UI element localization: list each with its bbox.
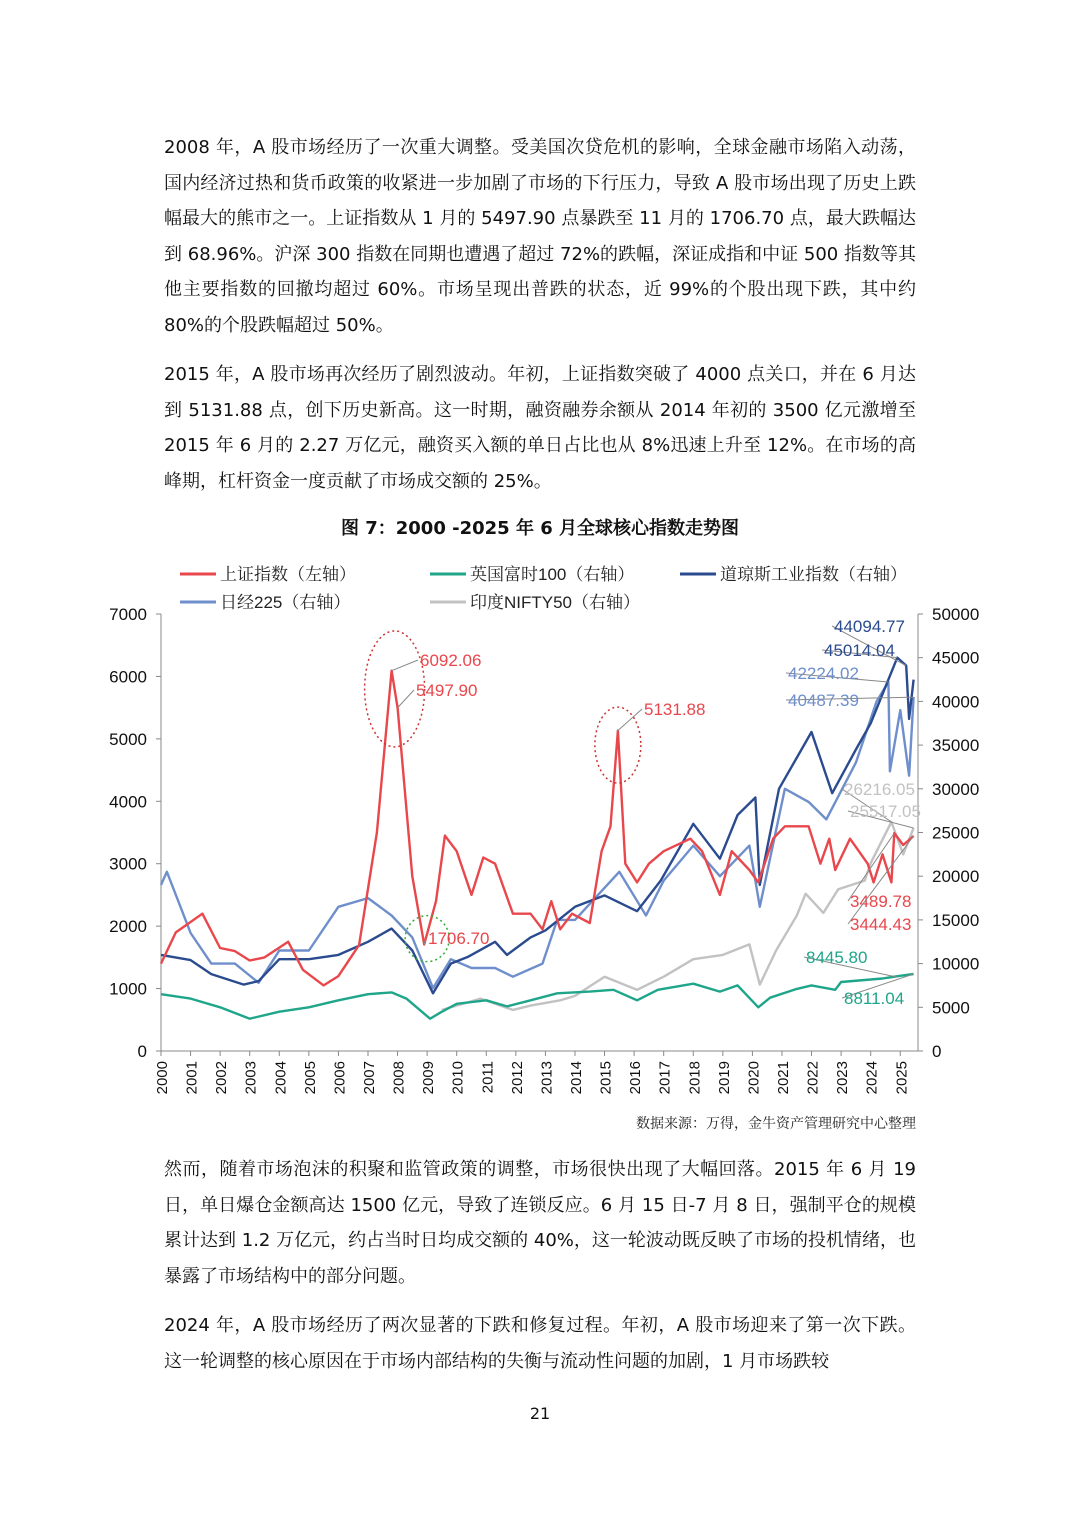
right-tick-label: 5000 — [932, 998, 970, 1018]
left-tick-label: 5000 — [109, 729, 147, 749]
annotation-label: 5497.90 — [416, 681, 478, 700]
index-trend-chart — [0, 548, 1080, 1148]
left-tick-label: 0 — [137, 1042, 147, 1061]
left-tick-label: 2000 — [109, 917, 147, 937]
right-tick-label: 50000 — [932, 605, 980, 624]
legend-label: 日经225（右轴） — [220, 593, 351, 612]
annotation-label: 3489.78 — [850, 892, 912, 911]
x-tick-label: 2024 — [863, 1061, 881, 1095]
right-tick-label: 40000 — [932, 692, 980, 712]
x-tick-label: 2007 — [360, 1061, 378, 1095]
x-tick-label: 2019 — [715, 1061, 733, 1095]
x-tick-label: 2006 — [331, 1061, 349, 1095]
x-tick-label: 2004 — [272, 1061, 290, 1095]
x-tick-label: 2015 — [597, 1061, 615, 1095]
annotation-label: 25517.05 — [850, 802, 921, 821]
x-tick-label: 2001 — [183, 1061, 201, 1095]
left-tick-label: 1000 — [109, 979, 147, 999]
chart-annotations — [365, 617, 921, 1008]
x-tick-label: 2002 — [213, 1061, 231, 1095]
x-tick-label: 2003 — [242, 1061, 260, 1095]
annotation-label: 1706.70 — [428, 929, 490, 948]
x-tick-label: 2011 — [479, 1061, 497, 1094]
x-tick-label: 2017 — [656, 1061, 674, 1095]
chart-series — [161, 658, 914, 1019]
x-tick-label: 2005 — [301, 1061, 319, 1095]
x-tick-label: 2018 — [686, 1061, 704, 1095]
x-tick-label: 2008 — [390, 1061, 408, 1095]
x-tick-label: 2016 — [627, 1061, 645, 1095]
right-tick-label: 20000 — [932, 867, 980, 887]
paragraph-2008: 2008 年，A 股市场经历了一次重大调整。受美国次贷危机的影响，全球金融市场陷入动荡，国内经济过热和货币政策的收紧进一步加剧了市场的下行压力，导致 A 股市场出现了历史上跌幅最大的熊市之一。上证指数从 1 月的 5497.90 点暴跌至 11 月的 1706.70 点，最大跌幅达到 68.96%。沪深 300 指数在同期也遭遇了超过 72%的跌幅，深证成指和中证 500 指数等其他主要指数的回撤均超过 60%。市场呈现出普跌的状态，近 99%的个股出现下跌，其中约 80%的个股跌幅超过 50%。 — [164, 137, 916, 336]
right-tick-label: 45000 — [932, 648, 980, 668]
chart-legend — [180, 564, 907, 612]
right-tick-label: 35000 — [932, 736, 980, 756]
paragraph-2024: 2024 年，A 股市场经历了两次显著的下跌和修复过程。年初，A 股市场迎来了第一次下跌。这一轮调整的核心原因在于市场内部结构的失衡与流动性问题的加剧，1 月市场跌较 — [164, 1315, 916, 1372]
annotation-leader — [392, 660, 418, 671]
figure-title: 图 7：2000 -2025 年 6 月全球核心指数走势图 — [340, 518, 740, 539]
x-tick-label: 2023 — [834, 1061, 852, 1095]
series-line — [161, 974, 914, 1019]
annotation-label: 5131.88 — [644, 700, 706, 719]
annotation-leader — [398, 690, 414, 708]
annotation-label: 8811.04 — [844, 989, 905, 1008]
annotation-label: 40487.39 — [788, 691, 859, 710]
source-note: 数据来源：万得，金牛资产管理研究中心整理 — [636, 1116, 916, 1132]
annotation-label: 42224.02 — [788, 664, 859, 683]
annotation-label: 3444.43 — [850, 915, 912, 934]
x-tick-label: 2013 — [538, 1061, 556, 1095]
right-tick-label: 15000 — [932, 910, 980, 930]
right-tick-label: 30000 — [932, 779, 980, 799]
x-tick-label: 2025 — [893, 1061, 911, 1095]
page-number: 21 — [529, 1404, 551, 1423]
x-tick-label: 2021 — [774, 1061, 792, 1095]
annotation-label: 45014.04 — [824, 641, 895, 660]
annotation-label: 6092.06 — [420, 651, 482, 670]
left-tick-label: 4000 — [109, 792, 147, 812]
x-tick-label: 2022 — [804, 1061, 822, 1095]
paragraph-2015: 2015 年，A 股市场再次经历了剧烈波动。年初，上证指数突破了 4000 点关口，并在 6 月达到 5131.88 点，创下历史新高。这一时期，融资融券余额从 2014 年初的 3500 亿元激增至 2015 年 6 月的 2.27 万亿元，融资买入额的单日占比也从 8%迅速上升至 12%。在市场的高峰期，杠杆资金一度贡献了市场成交额的 25%。 — [164, 364, 916, 492]
x-tick-label: 2009 — [420, 1061, 438, 1095]
left-tick-label: 3000 — [109, 854, 147, 874]
x-tick-label: 2014 — [567, 1061, 585, 1095]
annotation-label: 44094.77 — [834, 617, 905, 636]
paragraph-2015-crash: 然而，随着市场泡沫的积聚和监管政策的调整，市场很快出现了大幅回落。2015 年 6 月 19 日，单日爆仓金额高达 1500 亿元，导致了连锁反应。6 月 15 日-7 月 8 日，强制平仓的规模累计达到 1.2 万亿元，约占当时日均成交额的 40%，这一轮波动既反映了市场的投机情绪，也暴露了市场结构中的部分问题。 — [164, 1159, 916, 1287]
right-tick-label: 10000 — [932, 954, 980, 974]
right-tick-label: 25000 — [932, 823, 980, 843]
left-tick-label: 6000 — [109, 667, 147, 687]
annotation-label: 26216.05 — [844, 780, 915, 799]
right-tick-label: 0 — [932, 1042, 942, 1061]
x-tick-label: 2012 — [508, 1061, 526, 1095]
legend-label: 印度NIFTY50（右轴） — [470, 593, 641, 612]
x-tick-label: 2000 — [154, 1061, 171, 1095]
legend-label: 英国富时100（右轴） — [470, 565, 635, 584]
x-tick-label: 2010 — [449, 1061, 467, 1095]
series-line — [161, 682, 914, 988]
series-line — [161, 671, 914, 986]
legend-label: 道琼斯工业指数（右轴） — [720, 565, 907, 584]
legend-label: 上证指数（左轴） — [220, 565, 356, 584]
annotation-label: 8445.80 — [806, 948, 868, 967]
left-tick-label: 7000 — [109, 605, 147, 624]
x-tick-label: 2020 — [745, 1061, 763, 1095]
